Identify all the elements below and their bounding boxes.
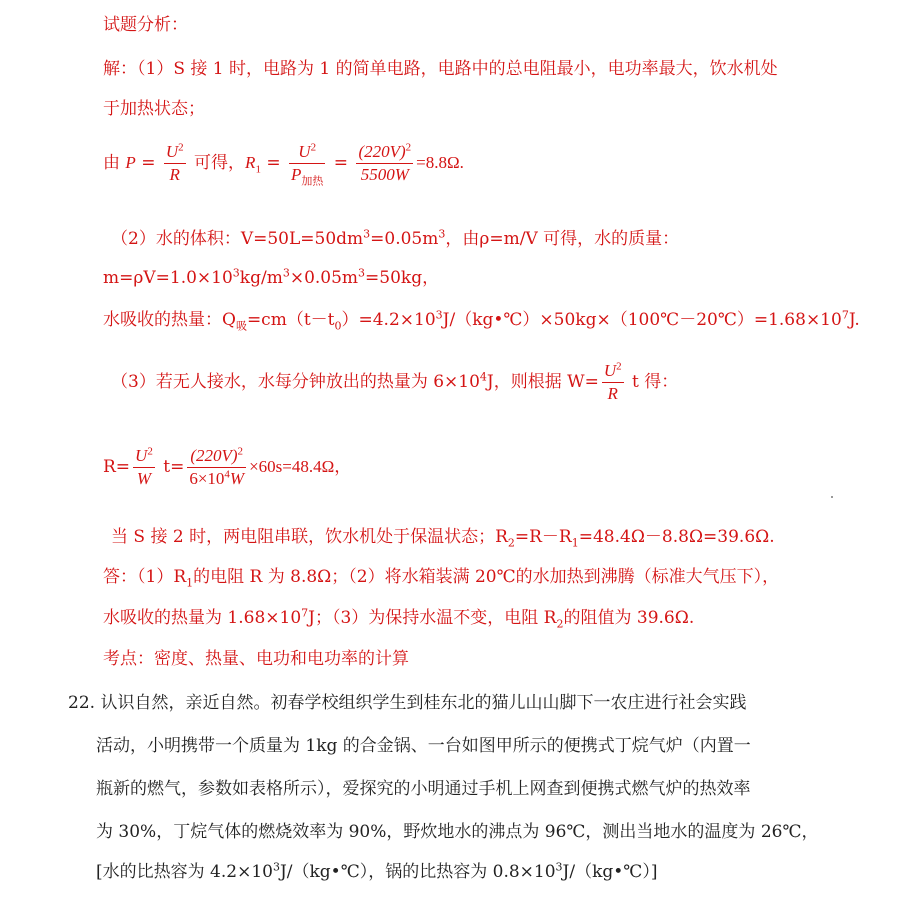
power-formula-equation: 由 P = $\frac{U^2}{R}$ 可得，$R_1$ = $\frac{U^2}{P_{加热}}$ = $\frac{(220V)^2}{5500W}$ =8.8Ω. xyxy=(103,141,464,188)
scan-speck xyxy=(831,496,833,498)
analysis-part4-series: 当 S 接 2 时，两电阻串联，饮水机处于保温状态；$R_2=R-R_1=48.4\Omega-8.8\Omega=39.6\Omega$. xyxy=(111,527,775,550)
question22-line2: 活动，小明携带一个质量为 1kg 的合金锅、一台如图甲所示的便携式丁烷气炉（内置一 xyxy=(96,736,751,756)
answer-line2: 水吸收的热量为 $1.68\times 10^7J$；（3）为保持水温不变，电阻 $R_2$的阻值为 39.6Ω. xyxy=(103,606,695,631)
analysis-part2-heat: 水吸收的热量：$Q_吸=cm(t-t_0)=4.2\times 10^3J/(kg•℃)\times 50kg\times(100℃-20℃)=1.68\times 10^7J$. xyxy=(103,308,860,333)
resistance-equation: R= $\frac{U^2}{W}$ t= $\frac{(220V)^2}{6\times 10^4W}$ ×60s=48.4Ω， xyxy=(103,445,352,488)
analysis-part2-volume: （2）水的体积：$V=50L=50dm^3=0.05m^3$，由ρ=m/V 可得，水的质量： xyxy=(111,227,680,249)
question22-line1: 22. 认识自然，亲近自然。初春学校组织学生到桂东北的猫儿山山脚下一农庄进行社会实践 xyxy=(68,693,747,713)
analysis-part2-mass: $m=\rho V=1.0\times 10^3kg/m^3\times 0.05m^3=50kg$， xyxy=(103,266,440,288)
analysis-part3-line1: （3）若无人接水，水每分钟放出的热量为 $6\times 10^4J$，则根据 W= $\frac{U^2}{R}$ t 得： xyxy=(111,360,679,403)
analysis-heading: 试题分析： xyxy=(103,15,188,35)
question22-line4: 为 30%，丁烷气体的燃烧效率为 90%，野炊地水的沸点为 96℃，测出当地水的温度为 26℃， xyxy=(96,822,819,842)
analysis-part1-line2: 于加热状态； xyxy=(103,99,205,119)
question22-line5: [水的比热容为 $4.2\times 10^3J/(kg•℃)$，锅的比热容为 $0.8\times 10^3J/(kg•℃)$] xyxy=(96,860,658,882)
exam-points: 考点：密度、热量、电功和电功率的计算 xyxy=(103,649,409,669)
answer-line1: 答：$(1)R_1$的电阻 R 为 8.8Ω；（2）将水箱装满 20℃的水加热到沸腾（标准大气压下）， xyxy=(103,567,780,590)
question22-line3: 瓶新的燃气，参数如表格所示），爱探究的小明通过手机上网查到便携式燃气炉的热效率 xyxy=(96,779,751,799)
analysis-part1-line1: 解：（1）S 接 1 时，电路为 1 的简单电路，电路中的总电阻最小，电功率最大，饮水机处 xyxy=(103,59,778,79)
